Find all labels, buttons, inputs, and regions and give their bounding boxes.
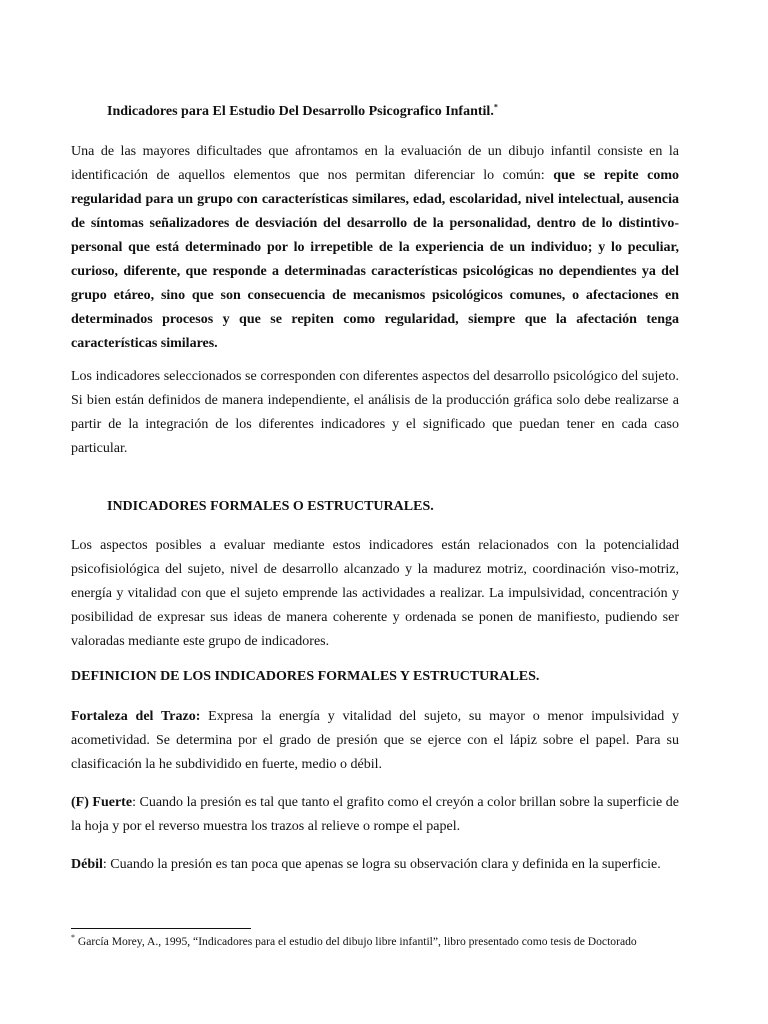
heading-formal-indicators: INDICADORES FORMALES O ESTRUCTURALES.	[107, 499, 434, 514]
document-title	[107, 101, 498, 123]
paragraph-intro	[71, 140, 679, 356]
fortaleza-term: Fortaleza del Trazo:	[71, 709, 201, 724]
footnote-marker: *	[71, 933, 75, 943]
paragraph-fortaleza	[71, 705, 679, 777]
fuerte-term: (F) Fuerte	[71, 795, 133, 810]
paragraph-intro-bold-text: que se repite como regularidad para un grupo con características similares, edad, escolaridad, nivel intelectual, ausencia de síntomas señalizadores de desviación del desarrollo de la personalidad, dentro de lo distintivo-personal que está determinado por lo irrepetible de la experiencia de un individuo; y lo peculiar, curioso, diferente, que responde a determinadas características psicológicas no dependientes ya del grupo etáreo, sino que son consecuencia de mecanismos psicológicos comunes, o afectaciones en determinados procesos y que se repiten como regularidad, siempre que la afectación tenga características similares.	[71, 168, 679, 351]
title-text: Indicadores para El Estudio Del Desarrollo Psicografico Infantil.	[107, 104, 494, 119]
paragraph-debil	[71, 853, 679, 877]
footnote-text: García Morey, A., 1995, “Indicadores para el estudio del dibujo libre infantil”, libro presentado como tesis de Doctorado	[75, 935, 637, 948]
footnote-divider	[71, 928, 251, 929]
paragraph-formal-aspects: Los aspectos posibles a evaluar mediante estos indicadores están relacionados con la potencialidad psicofisiológica del sujeto, nivel de desarrollo alcanzado y la madurez motriz, coordinación viso-motriz, energía y vitalidad con que el sujeto emprende las actividades a realizar. La impulsividad, concentración y posibilidad de expresar sus ideas de manera coherente y ordenada se ponen de manifiesto, pudiendo ser valoradas mediante este grupo de indicadores.	[71, 538, 679, 649]
heading-definition: DEFINICION DE LOS INDICADORES FORMALES Y ESTRUCTURALES.	[71, 669, 540, 684]
paragraph-indicators: Los indicadores seleccionados se corresponden con diferentes aspectos del desarrollo psicológico del sujeto. Si bien están definidos de manera independiente, el análisis de la producción gráfica solo debe realizarse a partir de la integración de los diferentes indicadores y el significado que puedan tener en cada caso particular.	[71, 369, 679, 456]
debil-term: Débil	[71, 857, 103, 872]
fortaleza-text: Expresa la energía y vitalidad del sujeto, su mayor o menor impulsividad y acometividad. Se determina por el grado de presión que se ejerce con el lápiz sobre el papel. Para su clasificación la he subdividido en fuerte, medio o débil.	[71, 709, 679, 772]
fuerte-text: : Cuando la presión es tal que tanto el grafito como el creyón a color brillan sobre la superficie de la hoja y por el reverso muestra los trazos al relieve o rompe el papel.	[71, 795, 679, 834]
paragraph-fuerte	[71, 791, 679, 839]
paragraph-intro-normal-text: Una de las mayores dificultades que afrontamos en la evaluación de un dibujo infantil consiste en la identificación de aquellos elementos que nos permitan diferenciar lo común:	[71, 144, 679, 183]
footnote	[71, 933, 701, 951]
debil-text: : Cuando la presión es tan poca que apenas se logra su observación clara y definida en la superficie.	[102, 857, 661, 872]
footnote-reference-marker: *	[493, 102, 498, 112]
